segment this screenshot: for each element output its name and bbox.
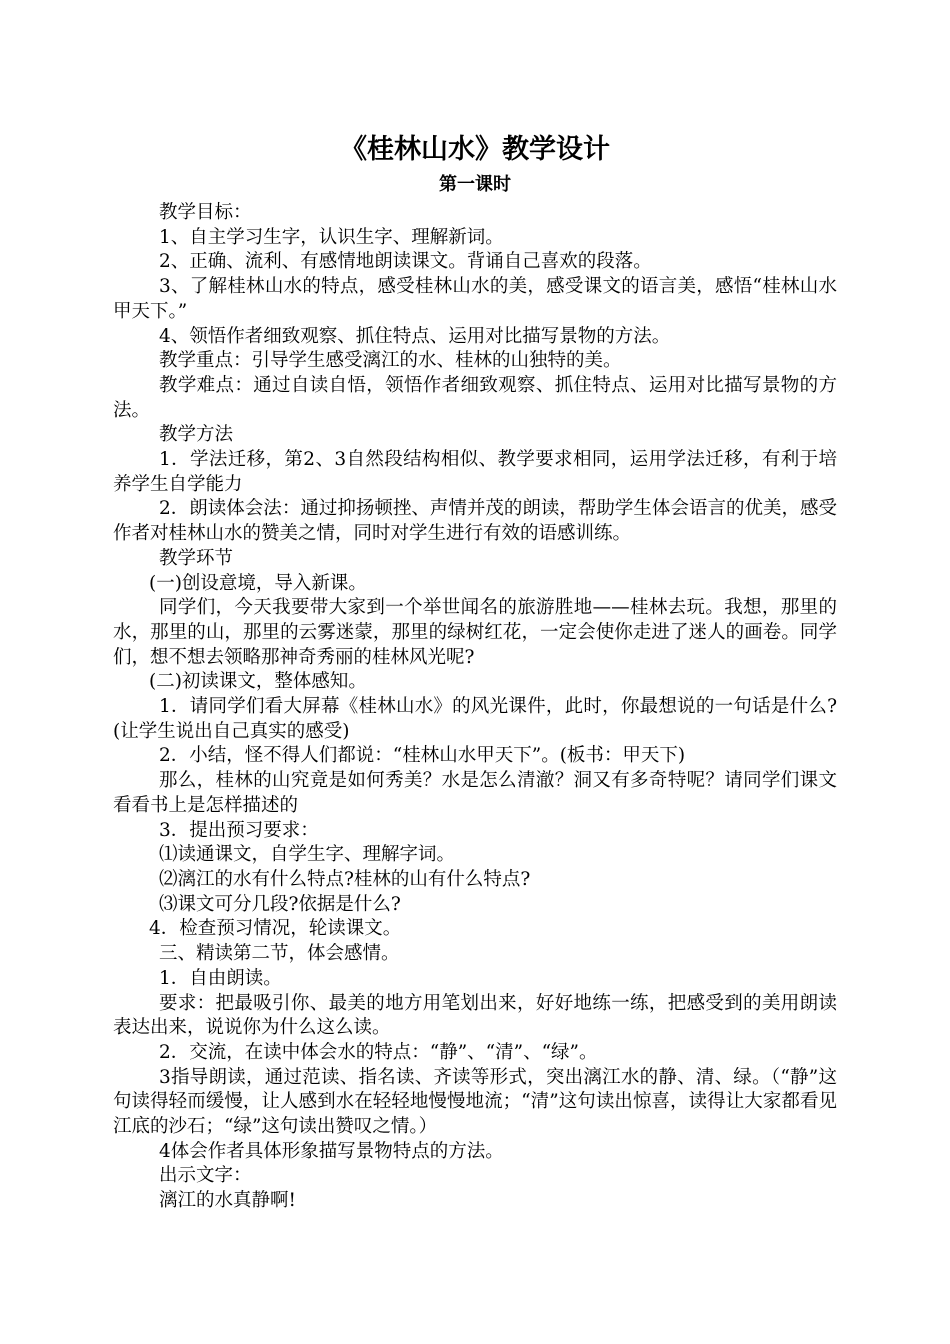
step-heading-3: 三、精读第二节，体会感情。 bbox=[159, 943, 400, 965]
close-read-item-3: 3指导朗读，通过范读、指名读、齐读等形式，突出漓江水的静、清、绿。（“静”这句读得轻而缓慢，让人感到水在轻轻地慢慢地流；“清”这句读出惊喜，读得让大家都看见江底的沙石；“绿”这句读出赞叹之情。） bbox=[113, 1066, 837, 1138]
quoted-sentence: 漓江的水真静啊! bbox=[159, 1190, 296, 1212]
section-heading-methods: 教学方法 bbox=[159, 424, 234, 446]
document-title: 《桂林山水》教学设计 bbox=[340, 134, 610, 165]
step-heading-2: (二)初读课文，整体感知。 bbox=[149, 671, 367, 693]
method-item-1: 1．学法迁移，第2、3自然段结构相似、教学要求相同，运用学法迁移，有利于培养学生自学能力 bbox=[113, 449, 837, 495]
first-read-item-2: 2．小结，怪不得人们都说：“桂林山水甲天下”。(板书：甲天下) bbox=[159, 745, 686, 767]
objective-item-1: 1、自主学习生字，认识生字、理解新词。 bbox=[159, 226, 504, 248]
objective-item-2: 2、正确、流利、有感情地朗读课文。背诵自己喜欢的段落。 bbox=[159, 251, 652, 273]
close-read-item-1: 1．自由朗读。 bbox=[159, 967, 282, 989]
objective-item-4: 4、领悟作者细致观察、抓住特点、运用对比描写景物的方法。 bbox=[159, 325, 671, 347]
preview-requirements: 3．提出预习要求： bbox=[159, 819, 319, 841]
method-item-2: 2．朗读体会法：通过抑扬顿挫、声情并茂的朗读，帮助学生体会语言的优美，感受作者对桂林山水的赞美之情，同时对学生进行有效的语感训练。 bbox=[113, 498, 837, 545]
close-read-item-4: 4体会作者具体形象描写景物特点的方法。 bbox=[159, 1140, 504, 1162]
document-page bbox=[113, 130, 837, 1214]
show-text-label: 出示文字： bbox=[159, 1165, 252, 1187]
section-heading-steps: 教学环节 bbox=[159, 547, 234, 569]
key-point: 教学重点：引导学生感受漓江的水、桂林的山独特的美。 bbox=[159, 350, 622, 372]
objective-item-3: 3、了解桂林山水的特点，感受桂林山水的美，感受课文的语言美，感悟“桂林山水甲天下。” bbox=[113, 276, 837, 322]
intro-paragraph: 同学们，今天我要带大家到一个举世闻名的旅游胜地——桂林去玩。我想，那里的水，那里的山，那里的云雾迷蒙，那里的绿树红花，一定会使你走进了迷人的画卷。同学们，想不想去领略那神奇秀丽的桂林风光呢? bbox=[113, 597, 837, 668]
difficult-point: 教学难点：通过自读自悟，领悟作者细致观察、抓住特点、运用对比描写景物的方法。 bbox=[113, 374, 837, 421]
question-paragraph: 那么，桂林的山究竟是如何秀美？水是怎么清澈？洞又有多奇特呢？请同学们课文看看书上是怎样描述的 bbox=[113, 770, 837, 816]
close-read-item-2: 2．交流，在读中体会水的特点：“静”、“清”、“绿”。 bbox=[159, 1041, 598, 1063]
section-heading-objectives: 教学目标： bbox=[159, 202, 252, 223]
close-read-requirement: 要求：把最吸引你、最美的地方用笔划出来，好好地练一练，把感受到的美用朗读表达出来，说说你为什么这么读。 bbox=[113, 992, 837, 1039]
preview-check: 4．检查预习情况，轮读课文。 bbox=[149, 918, 402, 940]
preview-item-2: ⑵漓江的水有什么特点?桂林的山有什么特点? bbox=[159, 868, 531, 890]
lesson-subtitle: 第一课时 bbox=[439, 174, 511, 195]
preview-item-3: ⑶课文可分几段?依据是什么? bbox=[159, 893, 401, 915]
preview-item-1: ⑴读通课文，自学生字、理解字词。 bbox=[159, 844, 456, 866]
step-heading-1: (一)创设意境，导入新课。 bbox=[149, 572, 367, 594]
first-read-item-1: 1．请同学们看大屏幕《桂林山水》的风光课件，此时，你最想说的一句话是什么?(让学生说出自己真实的感受) bbox=[113, 696, 837, 742]
